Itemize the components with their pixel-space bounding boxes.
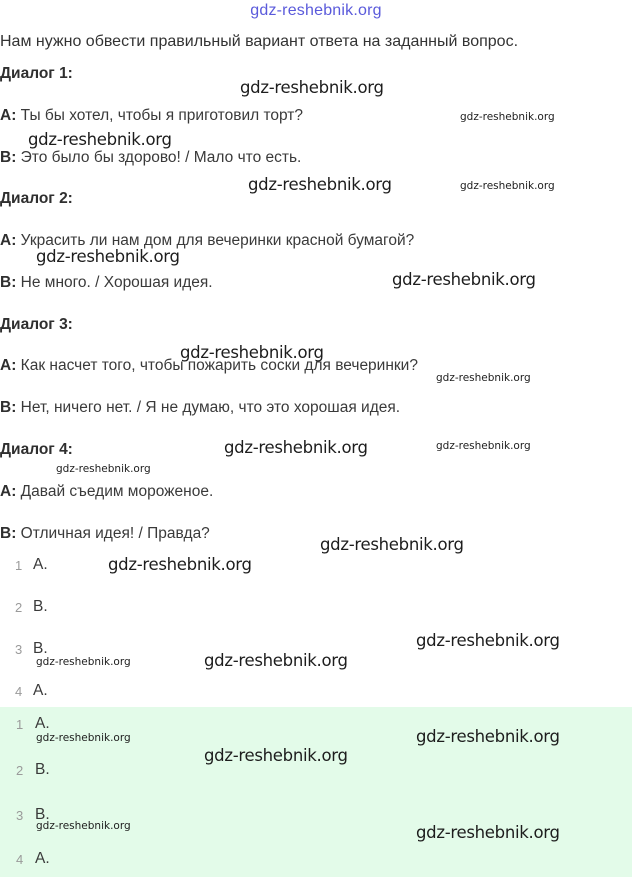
dialog-2-a-text: Украсить ли нам дом для вечеринки красной бумагой?	[16, 232, 415, 249]
dialog-4-b-text: Отличная идея! / Правда?	[16, 525, 210, 542]
dialog-3-line-b	[0, 399, 400, 417]
watermark: gdz-reshebnik.org	[204, 746, 348, 765]
watermark: gdz-reshebnik.org	[36, 732, 131, 744]
answer-number: 2	[15, 600, 23, 615]
dialog-1-a-text: Ты бы хотел, чтобы я приготовил торт?	[16, 107, 304, 124]
watermark: gdz-reshebnik.org	[224, 438, 368, 457]
watermark: gdz-reshebnik.org	[56, 463, 151, 475]
answer-letter: B.	[33, 598, 48, 615]
watermark: gdz-reshebnik.org	[28, 130, 172, 149]
dialog-1-line-a	[0, 107, 303, 125]
watermark: gdz-reshebnik.org	[180, 343, 324, 362]
dialog-3-heading: Диалог 3:	[0, 316, 73, 333]
answer-letter: B.	[35, 761, 50, 778]
dialog-1-heading: Диалог 1:	[0, 65, 73, 82]
answer-letter: A.	[33, 682, 48, 699]
watermark: gdz-reshebnik.org	[460, 111, 555, 123]
dialog-2-b-text: Не много. / Хорошая идея.	[16, 274, 213, 291]
dialog-2-heading: Диалог 2:	[0, 190, 73, 207]
watermark: gdz-reshebnik.org	[436, 440, 531, 452]
answer-number: 2	[16, 763, 24, 778]
watermark: gdz-reshebnik.org	[108, 555, 252, 574]
watermark: gdz-reshebnik.org	[240, 78, 384, 97]
answer-letter: A.	[35, 850, 50, 867]
answer-number: 4	[16, 852, 24, 867]
answer-number: 3	[15, 642, 23, 657]
speaker-a: А:	[0, 483, 17, 500]
answer-number: 3	[16, 808, 24, 823]
speaker-a: А:	[0, 232, 17, 249]
dialog-4-line-b	[0, 525, 210, 543]
speaker-b: В:	[0, 149, 17, 166]
dialog-2-line-b	[0, 274, 213, 292]
speaker-b: В:	[0, 525, 17, 542]
watermark: gdz-reshebnik.org	[416, 823, 560, 842]
answer-letter: B.	[35, 806, 50, 823]
watermark: gdz-reshebnik.org	[416, 631, 560, 650]
site-title[interactable]: gdz-reshebnik.org	[250, 2, 382, 19]
watermark: gdz-reshebnik.org	[392, 270, 536, 289]
answer-letter: A.	[33, 556, 48, 573]
answer-number: 1	[16, 717, 24, 732]
dialog-1-line-b	[0, 149, 301, 167]
speaker-b: В:	[0, 274, 17, 291]
watermark: gdz-reshebnik.org	[36, 247, 180, 266]
watermark: gdz-reshebnik.org	[36, 820, 131, 832]
watermark: gdz-reshebnik.org	[460, 180, 555, 192]
watermark: gdz-reshebnik.org	[204, 651, 348, 670]
answer-letter: B.	[33, 640, 48, 657]
dialog-3-a-text: Как насчет того, чтобы пожарить соски для вечеринки?	[16, 357, 418, 374]
answer-number: 1	[15, 558, 23, 573]
dialog-1-b-text: Это было бы здорово! / Мало что есть.	[16, 149, 302, 166]
speaker-a: А:	[0, 357, 17, 374]
speaker-a: А:	[0, 107, 17, 124]
dialog-4-heading: Диалог 4:	[0, 441, 73, 458]
watermark: gdz-reshebnik.org	[36, 656, 131, 668]
dialog-4-a-text: Давай съедим мороженое.	[16, 483, 214, 500]
watermark: gdz-reshebnik.org	[248, 175, 392, 194]
dialog-3-b-text: Нет, ничего нет. / Я не думаю, что это хорошая идея.	[16, 399, 401, 416]
watermark: gdz-reshebnik.org	[320, 535, 464, 554]
watermark: gdz-reshebnik.org	[436, 372, 531, 384]
answer-letter: A.	[35, 715, 50, 732]
watermark: gdz-reshebnik.org	[416, 727, 560, 746]
speaker-b: В:	[0, 399, 17, 416]
dialog-4-line-a	[0, 483, 213, 501]
answer-number: 4	[15, 684, 23, 699]
task-intro: Нам нужно обвести правильный вариант ответа на заданный вопрос.	[0, 33, 519, 50]
